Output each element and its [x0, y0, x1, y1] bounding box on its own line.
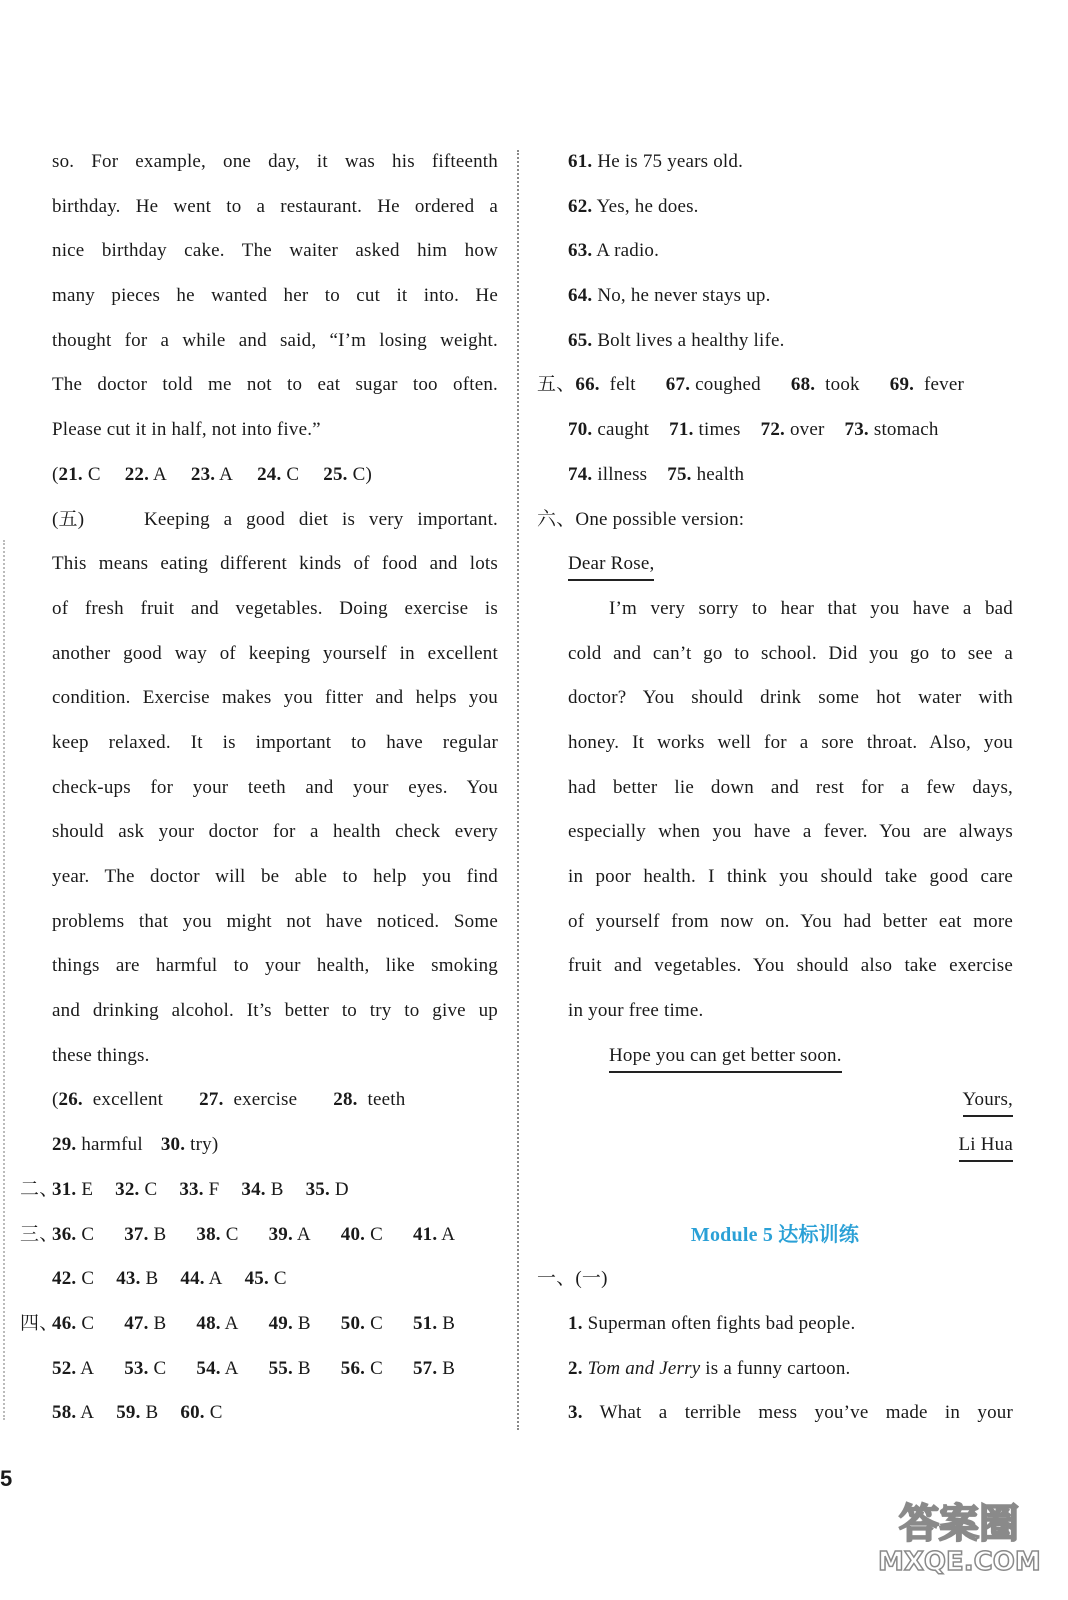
passage-line: keep relaxed. It is important to have regular — [52, 731, 498, 753]
answer-number: 28. — [333, 1089, 358, 1111]
answer-text: is a funny cartoon. — [705, 1357, 851, 1379]
qa-line — [537, 319, 1013, 364]
answer-number: 23. — [190, 463, 216, 485]
answer-value: D — [334, 1178, 349, 1200]
letter-signature-line — [537, 1123, 1013, 1168]
passage5-first-line — [52, 498, 498, 543]
answer-value: harmful — [81, 1134, 143, 1156]
answer-number: 2. — [568, 1357, 583, 1379]
passage-line: these things. — [52, 1044, 150, 1066]
section-6-intro — [537, 498, 1013, 543]
answer-text: Yes, he does. — [596, 195, 699, 217]
answer-number: 25. — [323, 463, 348, 485]
section-label: 三、 — [20, 1223, 59, 1245]
letter-signature: Li Hua — [959, 1130, 1014, 1162]
answer-value: B — [442, 1357, 456, 1379]
answer-number: 33. — [179, 1178, 204, 1200]
answer-number: 57. — [412, 1357, 438, 1379]
left-column — [20, 140, 498, 1436]
letter-line: I’m very sorry to hear that you have a bad — [609, 597, 1013, 619]
section-4-answers-row3 — [52, 1391, 498, 1436]
answer-number: 59. — [116, 1402, 141, 1424]
answer-value: excellent — [92, 1089, 164, 1111]
answer-value: C — [153, 1357, 167, 1379]
answer-number: 48. — [196, 1312, 221, 1334]
passage-line: This means eating different kinds of food and lots — [52, 553, 498, 575]
answer-number: 34. — [241, 1178, 266, 1200]
module5-item — [537, 1391, 1013, 1436]
answer-value: stomach — [873, 419, 939, 441]
answer-number: 27. — [199, 1089, 224, 1111]
answer-number: 1. — [568, 1312, 583, 1334]
answer-value: felt — [609, 374, 636, 396]
answer-value: illness — [597, 463, 648, 485]
answer-value: caught — [597, 419, 650, 441]
passage-line: of fresh fruit and vegetables. Doing exercise is — [52, 597, 498, 619]
answer-value: B — [442, 1312, 456, 1334]
passage-line: problems that you might not have noticed. Some — [52, 910, 498, 932]
answer-number: 41. — [412, 1223, 438, 1245]
letter-line: fruit and vegetables. You should also take exercise — [568, 955, 1013, 977]
answer-value: A — [296, 1223, 311, 1245]
answer-number: 21. — [58, 463, 83, 485]
answer-number: 47. — [124, 1312, 149, 1334]
answer-number: 56. — [340, 1357, 366, 1379]
qa-line — [537, 185, 1013, 230]
section-3-answers-row1 — [20, 1213, 498, 1258]
story-line: so. For example, one day, it was his fifteenth — [52, 151, 498, 172]
story-line: Please cut it in half, not into five.” — [52, 419, 321, 441]
module5-item — [537, 1302, 1013, 1347]
answer-value: C — [370, 1312, 383, 1334]
answer-value: A — [224, 1357, 239, 1379]
answer-value: coughed — [695, 374, 761, 396]
section-label: 二、 — [20, 1178, 59, 1200]
section-5-answers-row3 — [537, 453, 1013, 498]
answer-value: B — [270, 1178, 284, 1200]
answer-value: took — [825, 374, 860, 396]
cartoon-title: Tom and Jerry — [587, 1357, 701, 1379]
column-divider — [517, 150, 519, 1430]
paren-open: ( — [52, 463, 59, 485]
answer-value: A — [152, 463, 167, 485]
answers-21-25 — [52, 453, 498, 498]
answer-number: 64. — [568, 285, 593, 307]
answer-value: try) — [190, 1134, 219, 1156]
story-line: thought for a while and said, “I’m losing weight. — [52, 329, 498, 351]
answer-number: 35. — [305, 1178, 330, 1200]
answer-value: C — [370, 1357, 383, 1379]
letter-closing: Hope you can get better soon. — [609, 1041, 842, 1073]
letter-closing-line — [537, 1034, 1013, 1079]
passage-line: year. The doctor will be able to help you find — [52, 866, 498, 887]
answer-number: 52. — [52, 1357, 77, 1379]
answer-number: 49. — [268, 1312, 293, 1334]
answer-number: 60. — [180, 1402, 205, 1424]
answer-number: 73. — [844, 419, 869, 441]
answer-value: A — [219, 463, 234, 485]
section-5-answers-row2 — [537, 408, 1013, 453]
letter-line: in poor health. I think you should take good care — [568, 866, 1013, 887]
letter-greeting-line — [537, 542, 1013, 587]
module5-section-label: 一、(一) — [537, 1268, 608, 1290]
passage-line: things are harmful to your health, like smoking — [52, 955, 498, 977]
qa-line — [537, 229, 1013, 274]
answer-number: 39. — [268, 1223, 293, 1245]
answer-number: 55. — [268, 1357, 293, 1379]
answer-number: 70. — [568, 419, 593, 441]
answer-value: B — [297, 1312, 311, 1334]
answers-29-30 — [52, 1123, 498, 1168]
page-edge-dots — [3, 540, 5, 1420]
answer-number: 31. — [52, 1178, 77, 1200]
paren-open: ( — [52, 1089, 59, 1111]
section-label: 六、 — [537, 508, 576, 530]
passage5-label: (五) — [52, 508, 85, 530]
passage-line: check-ups for your teeth and your eyes. You — [52, 776, 498, 798]
answer-value: B — [153, 1223, 167, 1245]
answer-value: C — [81, 1223, 95, 1245]
answer-value: E — [81, 1178, 94, 1200]
answer-number: 30. — [160, 1134, 186, 1156]
section-5-answers-row1 — [537, 363, 1013, 408]
answer-value: C — [81, 1268, 95, 1290]
answer-number: 62. — [568, 195, 593, 217]
answer-number: 65. — [568, 329, 593, 351]
answer-text: No, he never stays up. — [597, 285, 771, 307]
answer-number: 44. — [180, 1268, 205, 1290]
watermark-url: MXQE.COM — [878, 1547, 1041, 1577]
answers-26-28 — [52, 1078, 498, 1123]
answer-value: C — [225, 1223, 239, 1245]
answer-number: 66. — [575, 374, 600, 396]
answer-number: 26. — [58, 1089, 83, 1111]
module5-item — [537, 1347, 1013, 1392]
answer-value: F — [208, 1178, 220, 1200]
answer-number: 74. — [568, 463, 593, 485]
answer-value: C — [81, 1312, 95, 1334]
answer-number: 3. — [568, 1402, 583, 1424]
answer-number: 22. — [124, 463, 150, 485]
answer-number: 61. — [568, 151, 593, 172]
passage-line: condition. Exercise makes you fitter and helps you — [52, 687, 498, 709]
answer-value: B — [145, 1402, 159, 1424]
answer-text: A radio. — [596, 240, 660, 262]
answer-value: C — [352, 463, 366, 485]
answer-number: 58. — [52, 1402, 77, 1424]
letter-line: in your free time. — [568, 1000, 704, 1022]
answer-value: C — [273, 1268, 287, 1290]
answer-value: teeth — [367, 1089, 406, 1111]
section-2-answers — [20, 1168, 498, 1213]
section-3-answers-row2 — [52, 1257, 498, 1302]
answer-value: A — [80, 1357, 95, 1379]
answer-number: 63. — [568, 240, 593, 262]
passage-line: another good way of keeping yourself in excellent — [52, 642, 498, 664]
answer-number: 38. — [196, 1223, 221, 1245]
answer-value: health — [696, 463, 745, 485]
answer-value: C — [144, 1178, 158, 1200]
section-6-intro-text: One possible version: — [575, 508, 745, 530]
section-label: 四、 — [20, 1312, 59, 1334]
story-line: many pieces he wanted her to cut it into. He — [52, 285, 498, 307]
answer-text: He is 75 years old. — [597, 151, 744, 172]
letter-line: especially when you have a fever. You are always — [568, 821, 1013, 843]
answer-number: 40. — [340, 1223, 366, 1245]
paren-close: ) — [365, 463, 372, 485]
answer-value: A — [80, 1402, 95, 1424]
answer-number: 24. — [257, 463, 282, 485]
answer-value: A — [208, 1268, 223, 1290]
answer-number: 46. — [52, 1312, 77, 1334]
letter-greeting: Dear Rose, — [568, 549, 654, 581]
answer-number: 37. — [124, 1223, 149, 1245]
qa-line — [537, 140, 1013, 185]
answer-number: 50. — [340, 1312, 366, 1334]
passage-line: should ask your doctor for a health check every — [52, 821, 498, 843]
section-label: 五、 — [537, 374, 576, 396]
answer-number: 43. — [116, 1268, 141, 1290]
answer-value: exercise — [233, 1089, 298, 1111]
letter-line: doctor? You should drink some hot water with — [568, 687, 1013, 709]
answer-number: 51. — [412, 1312, 438, 1334]
module-heading: Module 5 达标训练 — [690, 1223, 860, 1246]
story-line: The doctor told me not to eat sugar too often. — [52, 374, 498, 396]
spacer — [537, 1168, 1013, 1213]
answer-value: B — [297, 1357, 311, 1379]
passage-line: Keeping a good diet is very important. — [144, 508, 498, 530]
answer-number: 36. — [52, 1223, 77, 1245]
answer-value: fever — [924, 374, 965, 396]
answer-number: 72. — [760, 419, 786, 441]
letter-line: had better lie down and rest for a few days, — [568, 776, 1013, 798]
watermark-logo — [878, 1492, 1040, 1588]
answer-number: 53. — [124, 1357, 149, 1379]
answer-number: 75. — [667, 463, 692, 485]
answer-text: Superman often fights bad people. — [587, 1312, 856, 1334]
answer-value: B — [153, 1312, 167, 1334]
answer-number: 67. — [665, 374, 691, 396]
answer-value: C — [87, 463, 101, 485]
letter-line: honey. It works well for a sore throat. Also, you — [568, 731, 1013, 753]
answer-text: Bolt lives a healthy life. — [597, 329, 785, 351]
letter-signoff: Yours, — [963, 1085, 1014, 1117]
answer-value: C — [370, 1223, 383, 1245]
answer-value: times — [698, 419, 741, 441]
right-column — [537, 140, 1013, 1436]
answer-value: over — [789, 419, 825, 441]
answer-number: 32. — [115, 1178, 140, 1200]
answer-value: C — [209, 1402, 223, 1424]
answer-number: 45. — [244, 1268, 269, 1290]
answer-value: B — [145, 1268, 159, 1290]
section-4-answers-row2 — [52, 1347, 498, 1392]
answer-number: 42. — [52, 1268, 77, 1290]
story-line: birthday. He went to a restaurant. He ordered a — [52, 195, 498, 217]
answer-value: A — [441, 1223, 456, 1245]
letter-line: cold and can’t go to school. Did you go to see a — [568, 642, 1013, 664]
passage-line: and drinking alcohol. It’s better to try to give up — [52, 1000, 498, 1022]
watermark-text: 答案圈 — [899, 1501, 1019, 1547]
answer-number: 69. — [889, 374, 915, 396]
answer-value: A — [224, 1312, 239, 1334]
page-number: 5 — [0, 1466, 13, 1491]
answer-number: 71. — [669, 419, 694, 441]
letter-line: of yourself from now on. You had better eat more — [568, 910, 1013, 932]
answer-number: 54. — [196, 1357, 221, 1379]
section-4-answers-row1 — [20, 1302, 498, 1347]
answer-number: 68. — [790, 374, 816, 396]
story-line: nice birthday cake. The waiter asked him how — [52, 240, 498, 262]
qa-line — [537, 274, 1013, 319]
answer-value: C — [286, 463, 300, 485]
answer-text: What a terrible mess you’ve made in your — [599, 1402, 1014, 1424]
letter-signoff-line — [537, 1078, 1013, 1123]
answer-number: 29. — [52, 1134, 77, 1156]
